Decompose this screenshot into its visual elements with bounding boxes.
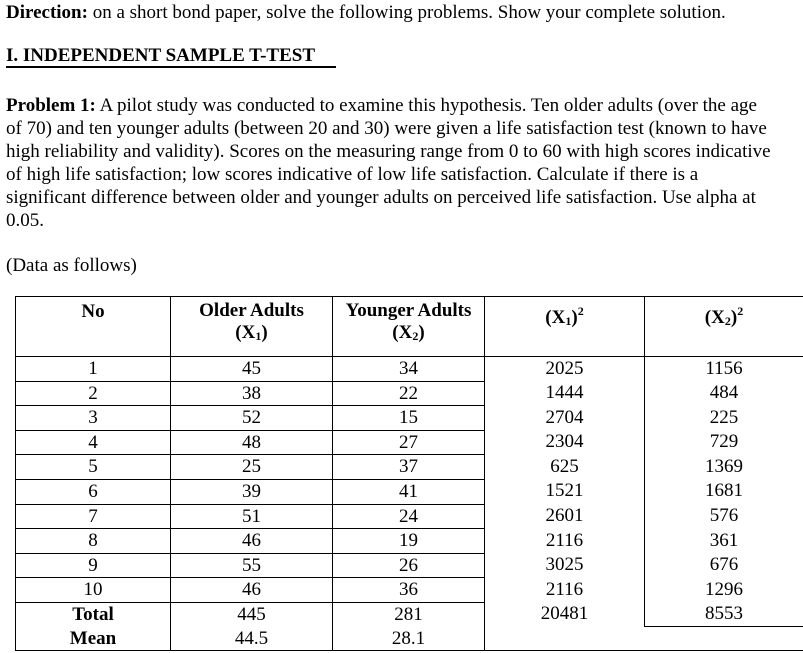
table-row	[16, 357, 803, 382]
row-x2: 37	[333, 455, 485, 480]
row-no: 9	[16, 553, 171, 578]
direction-line	[6, 2, 803, 24]
direction-label: Direction:	[6, 2, 88, 23]
row-x2: 19	[333, 529, 485, 554]
mean-x1: 44.5	[171, 627, 333, 651]
row-x2: 15	[333, 406, 485, 431]
row-x1: 38	[171, 381, 333, 406]
row-x2-squared: 676	[645, 553, 803, 578]
row-x2: 34	[333, 357, 485, 382]
mean-blank	[485, 627, 645, 651]
header-x1-squared: $(X1)^2$	[485, 297, 645, 357]
row-x2-squared: 729	[645, 430, 803, 455]
total-label: Total	[16, 602, 171, 626]
row-no: 3	[16, 406, 171, 431]
header-x2-squared: $(X2)^2$	[645, 297, 803, 357]
table-row	[16, 430, 803, 455]
header-older-adults: Older Adults (X1)	[171, 297, 333, 357]
mean-x2: 28.1	[333, 627, 485, 651]
row-no: 8	[16, 529, 171, 554]
row-x1-squared: 2704	[485, 406, 645, 431]
row-x2: 22	[333, 381, 485, 406]
row-x1-squared: 2601	[485, 504, 645, 529]
row-no: 7	[16, 504, 171, 529]
total-x2-squared: 8553	[645, 602, 803, 626]
row-x2: 26	[333, 553, 485, 578]
direction-text: on a short bond paper, solve the following problems. Show your complete solution.	[87, 2, 726, 23]
row-x1: 52	[171, 406, 333, 431]
row-x2: 27	[333, 430, 485, 455]
problem-line: high reliability and validity). Scores on the measuring range from 0 to 60 with high scores indicative	[6, 141, 771, 162]
total-x1: 445	[171, 602, 333, 626]
data-note: (Data as follows)	[6, 255, 137, 276]
table-row	[16, 406, 803, 431]
row-no: 5	[16, 455, 171, 480]
table-row	[16, 553, 803, 578]
row-x1: 46	[171, 578, 333, 603]
row-x2: 36	[333, 578, 485, 603]
data-table	[15, 296, 803, 651]
problem-line: of high life satisfaction; low scores indicative of low life satisfaction. Calculate if there is a	[6, 164, 699, 185]
problem-text: A pilot study was conducted to examine this hypothesis. Ten older adults (over the age	[95, 95, 757, 116]
row-no: 2	[16, 381, 171, 406]
table-row	[16, 381, 803, 406]
row-no: 4	[16, 430, 171, 455]
row-x1: 55	[171, 553, 333, 578]
row-x1-squared: 2116	[485, 529, 645, 554]
row-no: 6	[16, 479, 171, 504]
total-x2: 281	[333, 602, 485, 626]
row-x1-squared: 2116	[485, 578, 645, 603]
row-x2-squared: 576	[645, 504, 803, 529]
row-x1: 48	[171, 430, 333, 455]
row-x1-squared: 3025	[485, 553, 645, 578]
row-x1: 39	[171, 479, 333, 504]
mean-label: Mean	[16, 627, 171, 651]
row-x2-squared: 1156	[645, 357, 803, 382]
header-younger-adults: Younger Adults (X2)	[333, 297, 485, 357]
row-x2-squared: 361	[645, 529, 803, 554]
section-title: I. INDEPENDENT SAMPLE T-TEST	[6, 45, 316, 66]
problem-line	[6, 94, 803, 117]
table-row	[16, 578, 803, 603]
row-x1-squared: 2025	[485, 357, 645, 382]
row-x2-squared: 225	[645, 406, 803, 431]
table-row-total	[16, 602, 803, 626]
problem-paragraph	[6, 94, 803, 232]
mean-blank	[645, 627, 803, 651]
total-x1-squared: 20481	[485, 602, 645, 626]
row-no: 10	[16, 578, 171, 603]
row-x1: 46	[171, 529, 333, 554]
problem-line: significant difference between older and younger adults on perceived life satisfaction. Use alpha at	[6, 187, 756, 208]
row-x1: 25	[171, 455, 333, 480]
problem-line: 0.05.	[6, 210, 44, 231]
table-row-mean	[16, 627, 803, 651]
row-x2: 24	[333, 504, 485, 529]
row-x2: 41	[333, 479, 485, 504]
table-row	[16, 529, 803, 554]
row-no: 1	[16, 357, 171, 382]
row-x2-squared: 484	[645, 381, 803, 406]
table-row	[16, 455, 803, 480]
row-x2-squared: 1681	[645, 479, 803, 504]
table-row	[16, 504, 803, 529]
section-underline	[6, 66, 336, 68]
problem-line: of 70) and ten younger adults (between 20 and 30) were given a life satisfaction test (known to have	[6, 118, 767, 139]
table-row	[16, 479, 803, 504]
row-x1-squared: 2304	[485, 430, 645, 455]
row-x1: 45	[171, 357, 333, 382]
header-no: No	[16, 297, 171, 357]
row-x1: 51	[171, 504, 333, 529]
row-x1-squared: 625	[485, 455, 645, 480]
problem-label: Problem 1:	[6, 95, 96, 116]
row-x2-squared: 1369	[645, 455, 803, 480]
row-x1-squared: 1444	[485, 381, 645, 406]
row-x2-squared: 1296	[645, 578, 803, 603]
row-x1-squared: 1521	[485, 479, 645, 504]
table-header-row	[16, 297, 803, 357]
